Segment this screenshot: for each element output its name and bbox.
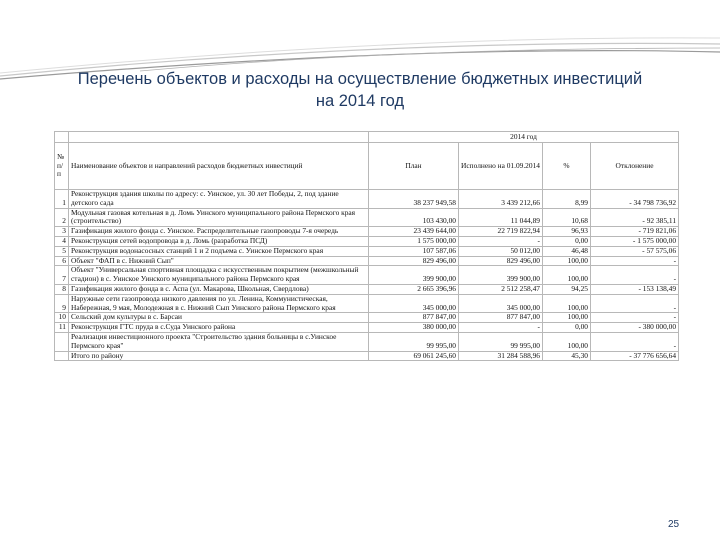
table-row bbox=[55, 208, 679, 227]
row-percent: 0,00 bbox=[543, 236, 591, 246]
table-header-year-row bbox=[55, 132, 679, 143]
table-row bbox=[55, 246, 679, 256]
row-percent: 100,00 bbox=[543, 332, 591, 351]
row-deviation: - 92 385,11 bbox=[591, 208, 679, 227]
row-executed: 829 496,00 bbox=[459, 256, 543, 266]
page-number: 25 bbox=[668, 519, 680, 530]
row-plan: 380 000,00 bbox=[369, 323, 459, 333]
table-header-row bbox=[55, 143, 679, 190]
row-percent: 8,99 bbox=[543, 190, 591, 209]
row-name: Газификация жилого фонда в с. Аспа (ул. Макарова, Школьная, Свердлова) bbox=[69, 284, 369, 294]
row-deviation: - bbox=[591, 332, 679, 351]
row-number: 3 bbox=[55, 227, 69, 237]
row-plan: 69 061 245,60 bbox=[369, 351, 459, 361]
page-title bbox=[20, 68, 700, 112]
row-percent: 0,00 bbox=[543, 323, 591, 333]
row-number: 1 bbox=[55, 190, 69, 209]
row-percent: 100,00 bbox=[543, 256, 591, 266]
row-plan: 829 496,00 bbox=[369, 256, 459, 266]
row-deviation: - bbox=[591, 266, 679, 285]
row-plan: 107 587,06 bbox=[369, 246, 459, 256]
row-deviation: - bbox=[591, 256, 679, 266]
row-executed: 11 044,89 bbox=[459, 208, 543, 227]
row-executed: 99 995,00 bbox=[459, 332, 543, 351]
row-executed: 50 012,00 bbox=[459, 246, 543, 256]
row-executed: 2 512 258,47 bbox=[459, 284, 543, 294]
row-percent: 94,25 bbox=[543, 284, 591, 294]
row-percent: 45,30 bbox=[543, 351, 591, 361]
row-plan: 103 430,00 bbox=[369, 208, 459, 227]
header-executed: Исполнено на 01.09.2014 bbox=[459, 143, 543, 190]
row-deviation: - 34 798 736,92 bbox=[591, 190, 679, 209]
row-deviation: - bbox=[591, 294, 679, 313]
row-name: Реконструкция водонасосных станций 1 и 2 подъема с. Уинское Пермского края bbox=[69, 246, 369, 256]
table-row bbox=[55, 266, 679, 285]
row-name: Итого по району bbox=[69, 351, 369, 361]
row-number: 9 bbox=[55, 294, 69, 313]
row-name: Наружные сети газопровода низкого давления по ул. Ленина, Коммунистическая, Набережная, 9 мая, Молодежная в с. Нижний Сып Уинского района Пермского края bbox=[69, 294, 369, 313]
row-number: 10 bbox=[55, 313, 69, 323]
header-num: № п/п bbox=[55, 143, 69, 190]
row-number: 8 bbox=[55, 284, 69, 294]
row-deviation: - 719 821,06 bbox=[591, 227, 679, 237]
row-percent: 10,68 bbox=[543, 208, 591, 227]
row-name: Сельский дом культуры в с. Барсаи bbox=[69, 313, 369, 323]
row-plan: 1 575 000,00 bbox=[369, 236, 459, 246]
row-executed: 31 284 588,96 bbox=[459, 351, 543, 361]
row-executed: 399 900,00 bbox=[459, 266, 543, 285]
table-row bbox=[55, 190, 679, 209]
row-number: 4 bbox=[55, 236, 69, 246]
row-executed: 3 439 212,66 bbox=[459, 190, 543, 209]
row-plan: 2 665 396,96 bbox=[369, 284, 459, 294]
header-plan: План bbox=[369, 143, 459, 190]
header-deviation: Отклонение bbox=[591, 143, 679, 190]
row-deviation: - 57 575,06 bbox=[591, 246, 679, 256]
row-name: Объект "ФАП в с. Нижний Сып" bbox=[69, 256, 369, 266]
year-header: 2014 год bbox=[369, 132, 679, 143]
row-number: 11 bbox=[55, 323, 69, 333]
row-executed: 877 847,00 bbox=[459, 313, 543, 323]
table-row bbox=[55, 332, 679, 351]
row-number: 7 bbox=[55, 266, 69, 285]
row-name: Объект "Универсальная спортивная площадка с искусственным покрытием (межшкольный стадион) в с. Уинское Уинского муниципального района Пермского края bbox=[69, 266, 369, 285]
row-name: Модульная газовая котельная в д. Ломь Уинского муниципального района Пермского края (строительство) bbox=[69, 208, 369, 227]
row-deviation: - 1 575 000,00 bbox=[591, 236, 679, 246]
row-percent: 100,00 bbox=[543, 313, 591, 323]
title-line-1: Перечень объектов и расходы на осуществление бюджетных инвестиций bbox=[77, 70, 643, 88]
row-plan: 345 000,00 bbox=[369, 294, 459, 313]
row-number: 5 bbox=[55, 246, 69, 256]
row-executed: - bbox=[459, 323, 543, 333]
row-executed: - bbox=[459, 236, 543, 246]
table-row bbox=[55, 351, 679, 361]
table-row bbox=[55, 256, 679, 266]
investments-table bbox=[54, 131, 679, 361]
row-name: Реконструкция ГТС пруда в с.Суда Уинского района bbox=[69, 323, 369, 333]
row-percent: 96,93 bbox=[543, 227, 591, 237]
row-executed: 22 719 822,94 bbox=[459, 227, 543, 237]
table-row bbox=[55, 313, 679, 323]
row-plan: 399 900,00 bbox=[369, 266, 459, 285]
row-deviation: - 380 000,00 bbox=[591, 323, 679, 333]
row-number: 6 bbox=[55, 256, 69, 266]
header-name: Наименование объектов и направлений расходов бюджетных инвестиций bbox=[69, 143, 369, 190]
row-name: Реконструкция здания школы по адресу: с. Уинское, ул. 30 лет Победы, 2, под здание детского сада bbox=[69, 190, 369, 209]
row-number bbox=[55, 332, 69, 351]
row-executed: 345 000,00 bbox=[459, 294, 543, 313]
row-plan: 23 439 644,00 bbox=[369, 227, 459, 237]
table-row bbox=[55, 236, 679, 246]
row-percent: 100,00 bbox=[543, 266, 591, 285]
row-deviation: - bbox=[591, 313, 679, 323]
row-percent: 100,00 bbox=[543, 294, 591, 313]
row-number: 2 bbox=[55, 208, 69, 227]
table-row bbox=[55, 323, 679, 333]
table-row bbox=[55, 284, 679, 294]
row-name: Реконструкция сетей водопровода в д. Ломь (разработка ПСД) bbox=[69, 236, 369, 246]
title-line-2: на 2014 год bbox=[315, 92, 405, 110]
row-percent: 46,48 bbox=[543, 246, 591, 256]
row-plan: 38 237 949,58 bbox=[369, 190, 459, 209]
table-row bbox=[55, 227, 679, 237]
row-name: Газификация жилого фонда с. Уинское. Распределительные газопроводы 7-я очередь bbox=[69, 227, 369, 237]
header-percent: % bbox=[543, 143, 591, 190]
row-name: Реализация инвестиционного проекта "Строительство здания больницы в с.Уинское Пермского края" bbox=[69, 332, 369, 351]
row-plan: 99 995,00 bbox=[369, 332, 459, 351]
row-number bbox=[55, 351, 69, 361]
row-deviation: - 153 138,49 bbox=[591, 284, 679, 294]
table-row bbox=[55, 294, 679, 313]
row-deviation: - 37 776 656,64 bbox=[591, 351, 679, 361]
row-plan: 877 847,00 bbox=[369, 313, 459, 323]
